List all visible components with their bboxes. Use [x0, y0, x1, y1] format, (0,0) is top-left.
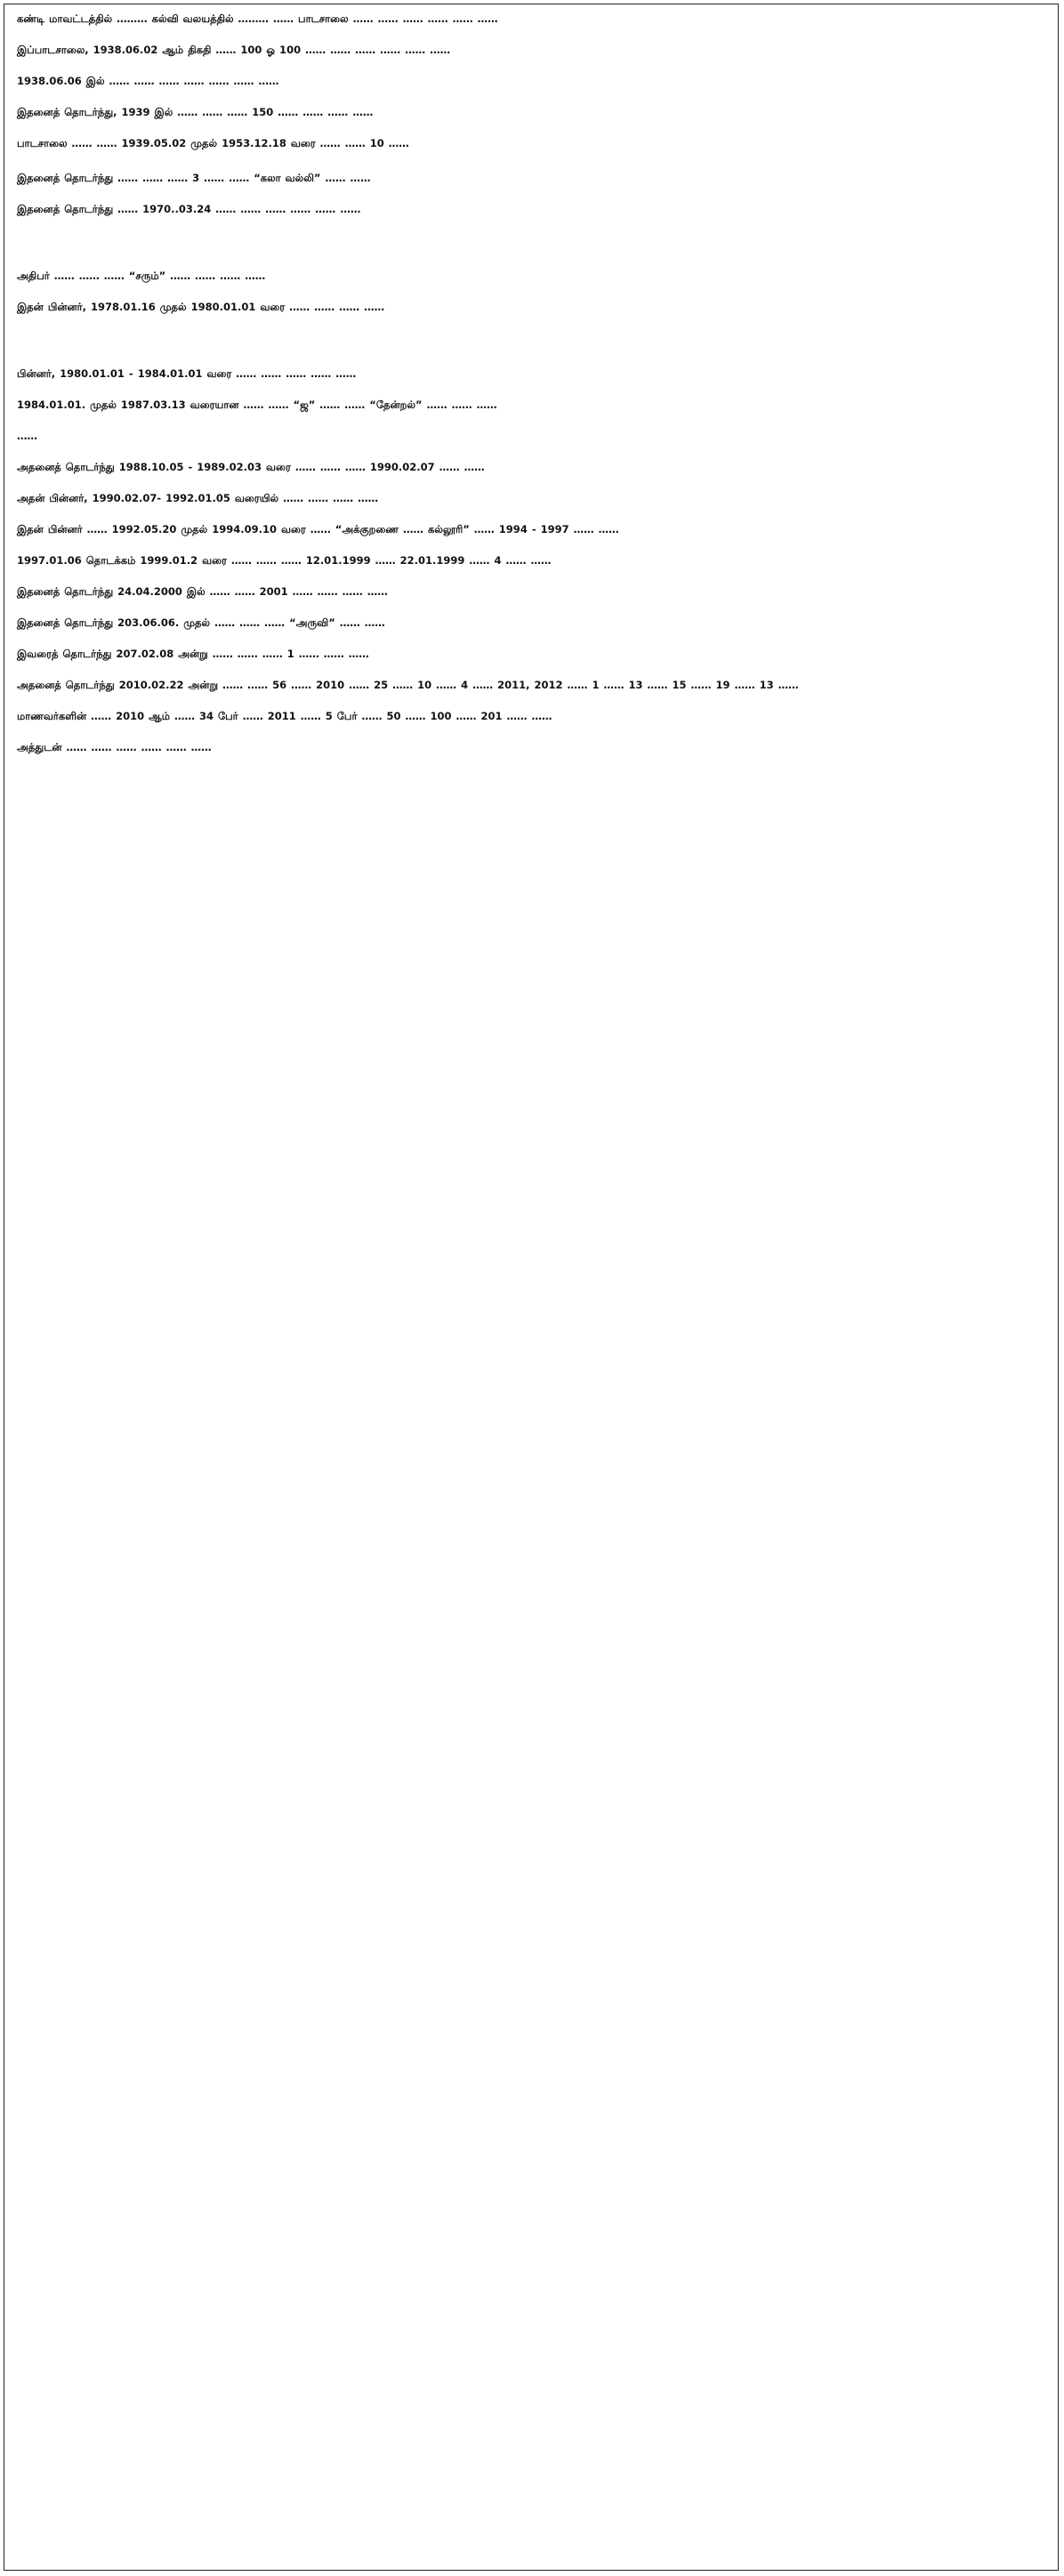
document-page: [4, 4, 1059, 2571]
paragraph-15: இதன் பின்னர் …… 1992.05.20 முதல் 1994.09.10 வரை …… “அக்குறணை …… கல்லூரி” …… 1994 - 1997 …… ……: [17, 523, 619, 535]
paragraph-2: இப்பாடசாலை, 1938.06.02 ஆம் திகதி …… 100 ஓ 100 …… …… …… …… …… ……: [17, 44, 451, 56]
paragraph-6: இதனைத் தொடர்ந்து …… …… …… 3 …… …… “கலா வல்லி” …… ……: [17, 172, 371, 184]
paragraph-13: அதனைத் தொடர்ந்து 1988.10.05 - 1989.02.03 வரை …… …… …… 1990.02.07 …… ……: [17, 461, 485, 473]
paragraph-11: 1984.01.01. முதல் 1987.03.13 வரையான …… …… “ஜ” …… …… “தேன்றல்” …… …… ……: [17, 398, 497, 411]
paragraph-4: இதனைத் தொடர்ந்து, 1939 இல் …… …… …… 150 …… …… …… ……: [17, 106, 374, 118]
paragraph-18: இதனைத் தொடர்ந்து 203.06.06. முதல் …… …… …… “அருவி” …… ……: [17, 616, 385, 629]
paragraph-3: 1938.06.06 இல் …… …… …… …… …… …… ……: [17, 75, 279, 87]
paragraph-9: இதன் பின்னர், 1978.01.16 முதல் 1980.01.01 வரை …… …… …… ……: [17, 301, 385, 313]
paragraph-10: பின்னர், 1980.01.01 - 1984.01.01 வரை …… …… …… …… ……: [17, 367, 357, 380]
paragraph-19: இவரைத் தொடர்ந்து 207.02.08 அன்று …… …… …… 1 …… …… ……: [17, 648, 369, 660]
paragraph-7: இதனைத் தொடர்ந்து …… 1970..03.24 …… …… …… …… …… ……: [17, 203, 361, 215]
paragraph-16: 1997.01.06 தொடக்கம் 1999.01.2 வரை …… …… …… 12.01.1999 …… 22.01.1999 …… 4 …… ……: [17, 554, 552, 567]
paragraph-12: ……: [17, 430, 37, 442]
paragraph-22: அத்துடன் …… …… …… …… …… ……: [17, 741, 212, 753]
paragraph-14: அதன் பின்னர், 1990.02.07- 1992.01.05 வரையில் …… …… …… ……: [17, 492, 379, 504]
paragraph-8: அதிபர் …… …… …… “சரும்” …… …… …… ……: [17, 270, 266, 282]
paragraph-5: பாடசாலை …… …… 1939.05.02 முதல் 1953.12.18 வரை …… …… 10 ……: [17, 137, 409, 149]
paragraph-17: இதனைத் தொடர்ந்து 24.04.2000 இல் …… …… 2001 …… …… …… ……: [17, 585, 388, 598]
paragraph-1: கண்டி மாவட்டத்தில் ……… கல்வி வலயத்தில் ……… …… பாடசாலை …… …… …… …… …… ……: [17, 12, 498, 25]
paragraph-21: மாணவர்களின் …… 2010 ஆம் …… 34 பேர் …… 2011 …… 5 பேர் …… 50 …… 100 …… 201 …… ……: [17, 710, 552, 722]
paragraph-20: அதனைத் தொடர்ந்து 2010.02.22 அன்று …… …… 56 …… 2010 …… 25 …… 10 …… 4 …… 2011, 2012 …… 1 …… 13 …… 15 …… 19 …… 13 ……: [17, 679, 799, 691]
